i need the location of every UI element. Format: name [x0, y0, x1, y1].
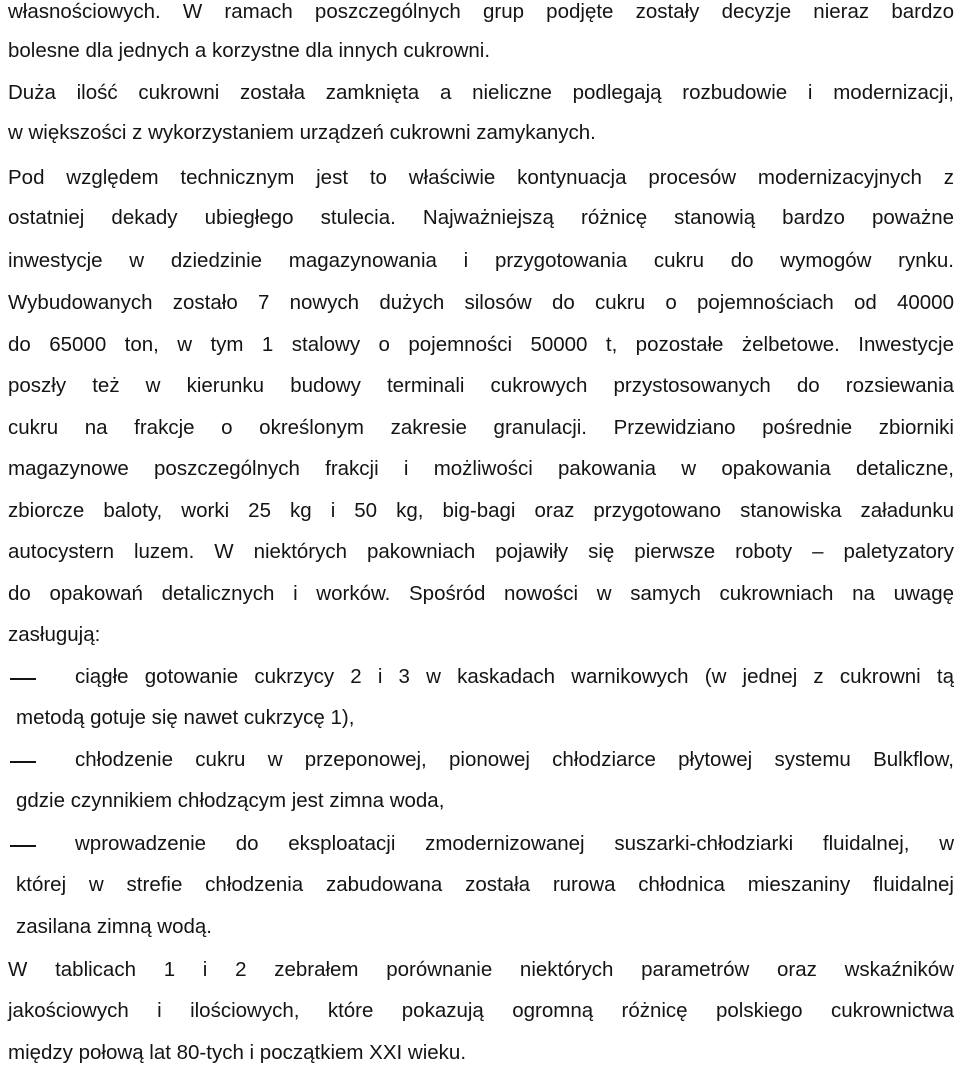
paragraph-line: między połową lat 80-tych i początkiem XXI wieku. — [8, 1041, 467, 1064]
paragraph-line: cukru na frakcje o określonym zakresie granulacji. Przewidziano pośrednie zbiorniki — [8, 416, 954, 439]
bullet-dash-icon — [10, 761, 36, 763]
paragraph-line: inwestycje w dziedzinie magazynowania i przygotowania cukru do wymogów rynku. — [8, 249, 954, 272]
paragraph-line: bolesne dla jednych a korzystne dla innych cukrowni. — [8, 39, 491, 62]
paragraph-line: Pod względem technicznym jest to właściwie kontynuacja procesów modernizacyjnych z — [8, 166, 954, 189]
paragraph-line: do 65000 ton, w tym 1 stalowy o pojemności 50000 t, pozostałe żelbetowe. Inwestycje — [8, 333, 954, 356]
paragraph-line: jakościowych i ilościowych, które pokazują ogromną różnicę polskiego cukrownictwa — [8, 999, 954, 1022]
bullet-line: której w strefie chłodzenia zabudowana została rurowa chłodnica mieszaniny fluidalnej — [16, 873, 954, 896]
bullet-dash-icon — [10, 678, 36, 680]
paragraph-line: autocystern luzem. W niektórych pakowniach pojawiły się pierwsze roboty – paletyzatory — [8, 540, 954, 563]
bullet-line: ciągłe gotowanie cukrzycy 2 i 3 w kaskadach warnikowych (w jednej z cukrowni tą — [75, 665, 954, 688]
paragraph-line: do opakowań detalicznych i worków. Spośród nowości w samych cukrowniach na uwagę — [8, 582, 954, 605]
bullet-line: gdzie czynnikiem chłodzącym jest zimna woda, — [16, 789, 445, 812]
paragraph-line: magazynowe poszczególnych frakcji i możliwości pakowania w opakowania detaliczne, — [8, 457, 954, 480]
paragraph-line: poszły też w kierunku budowy terminali cukrowych przystosowanych do rozsiewania — [8, 374, 954, 397]
paragraph-line: własnościowych. W ramach poszczególnych grup podjęte zostały decyzje nieraz bardzo — [8, 0, 954, 23]
paragraph-line: zbiorcze baloty, worki 25 kg i 50 kg, big-bagi oraz przygotowano stanowiska załadunku — [8, 499, 954, 522]
bullet-line: wprowadzenie do eksploatacji zmodernizowanej suszarki-chłodziarki fluidalnej, w — [75, 832, 954, 855]
paragraph-line: ostatniej dekady ubiegłego stulecia. Najważniejszą różnicę stanowią bardzo poważne — [8, 206, 954, 229]
paragraph-line: W tablicach 1 i 2 zebrałem porównanie niektórych parametrów oraz wskaźników — [8, 958, 954, 981]
paragraph-line: zasługują: — [8, 623, 101, 646]
paragraph-line: Wybudowanych zostało 7 nowych dużych silosów do cukru o pojemnościach od 40000 — [8, 291, 954, 314]
bullet-dash-icon — [10, 845, 36, 847]
bullet-line: metodą gotuje się nawet cukrzycę 1), — [16, 706, 355, 729]
bullet-line: chłodzenie cukru w przeponowej, pionowej chłodziarce płytowej systemu Bulkflow, — [75, 748, 954, 771]
bullet-line: zasilana zimną wodą. — [16, 915, 212, 938]
paragraph-line: Duża ilość cukrowni została zamknięta a nieliczne podlegają rozbudowie i modernizacji, — [8, 81, 954, 104]
paragraph-line: w większości z wykorzystaniem urządzeń cukrowni zamykanych. — [8, 121, 596, 144]
